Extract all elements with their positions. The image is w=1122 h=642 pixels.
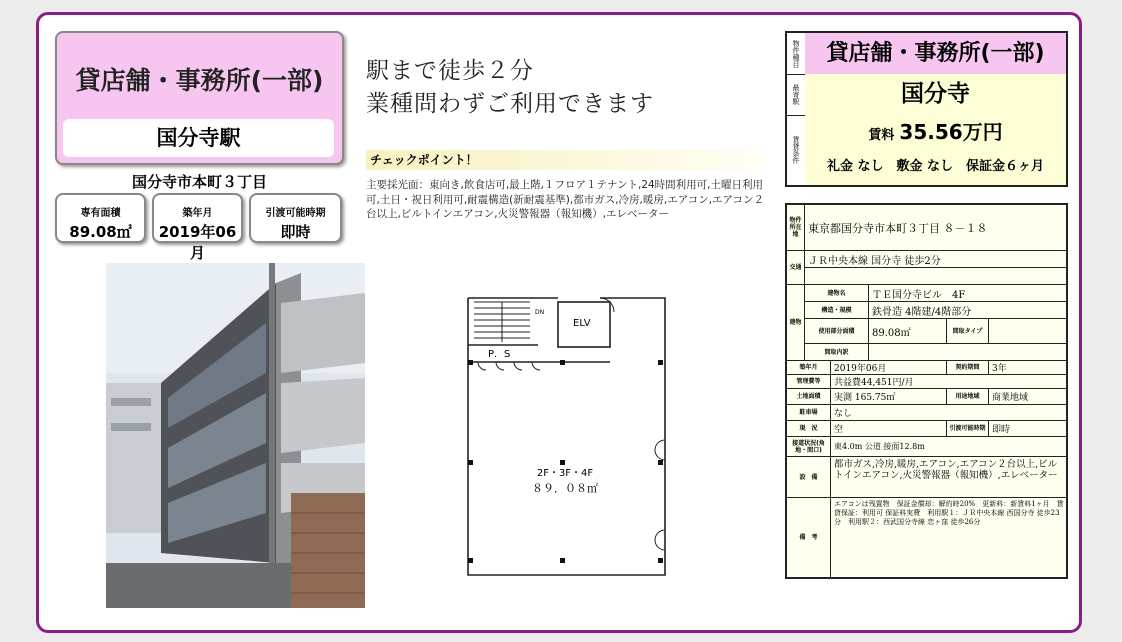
layout-value — [869, 344, 1066, 361]
spec-label: 専有面積 — [80, 208, 121, 219]
equip-value: 都市ガス,冷房,暖房,エアコン,エアコン２台以上,ビルトインエアコン,火災警報器（報知機）,エレベーター — [831, 457, 1066, 498]
summary-deposit: 礼金 なし 敷金 なし 保証金６ヶ月 — [805, 149, 1066, 185]
summary-type-label: 物件種目 — [787, 33, 806, 75]
remarks-label: 備 考 — [787, 498, 831, 577]
spec-area — [55, 193, 146, 243]
term-label: 契約期間 — [947, 361, 989, 375]
equip-label: 設 備 — [787, 457, 831, 498]
property-type-card — [55, 31, 344, 165]
parking-label: 駐車場 — [787, 405, 831, 421]
transport-value: ＪＲ中央本線 国分寺 徒歩2分 — [805, 251, 1066, 268]
plan-ps-label: P．S — [488, 349, 511, 360]
catch-line-1: 駅まで徒歩２分 — [366, 58, 534, 84]
floor-plan — [460, 290, 690, 590]
road-value: 東4.0m 公道 接面12.8m — [831, 437, 1066, 457]
summary-station: 国分寺 — [805, 74, 1066, 116]
location-value: 東京都国分寺市本町３丁目 ８－１８ — [805, 205, 1066, 251]
mgmt-value: 共益費44,451円/月 — [831, 375, 1066, 389]
area-label: 使用部分面積 — [805, 319, 869, 344]
structure-value: 鉄骨造 4階建/4階部分 — [869, 302, 1066, 319]
spec-label: 築年月 — [182, 208, 213, 219]
parking-value: なし — [831, 405, 1066, 421]
plan-floors: 2F・3F・4F — [536, 468, 594, 479]
spec-value: 89.08㎡ — [69, 223, 132, 241]
catch-line-2: 業種問わずご利用できます — [366, 91, 654, 117]
handover-label: 引渡可能時期 — [947, 421, 989, 437]
checkpoint-text: 主要採光面：東向き,飲食店可,最上階,１フロア１テナント,24時間利用可,土曜日利用可,土日・祝日利用可,耐震構造(新耐震基準),都市ガス,冷房,暖房,エアコン,エアコン２台以上,ビルトインエアコン,火災警報器（報知機）,エレベーター — [366, 179, 765, 220]
mgmt-label: 管理費等 — [787, 375, 831, 389]
status-label: 現 況 — [787, 421, 831, 437]
status-value: 空 — [831, 421, 947, 437]
summary-rent — [805, 115, 1066, 150]
spec-value: 2019年06月 — [158, 223, 237, 262]
area-value: 89.08㎡ — [869, 319, 947, 344]
layout-type-label: 間取タイプ — [947, 319, 989, 344]
plan-elv-label: ELV — [573, 318, 591, 329]
land-value: 実測 165.75㎡ — [831, 389, 947, 405]
handover-value: 即時 — [989, 421, 1066, 437]
zoning-label: 用途地域 — [947, 389, 989, 405]
spec-handover — [249, 193, 342, 243]
structure-label: 構造・規模 — [805, 302, 869, 319]
address: 国分寺市本町３丁目 — [131, 173, 267, 191]
zoning-value: 商業地域 — [989, 389, 1066, 405]
location-label: 物件所在地 — [787, 205, 805, 251]
building-label: 建物 — [787, 285, 805, 361]
building-photo — [106, 263, 365, 608]
spec-built — [152, 193, 243, 262]
building-name-value: ＴＥ国分寺ビル 4F — [869, 285, 1066, 302]
rent-value: 35.56万円 — [899, 120, 1003, 144]
land-label: 土地面積 — [787, 389, 831, 405]
transport-empty — [805, 268, 1066, 285]
checkpoint-title: チェックポイント！ — [366, 150, 761, 170]
spec-label: 引渡可能時期 — [265, 208, 326, 219]
summary-cond-label: 賃貸条件 — [787, 115, 806, 185]
rent-prefix: 賃料 — [868, 128, 895, 143]
layout-type-value — [989, 319, 1066, 344]
plan-dn-label: DN — [535, 309, 545, 316]
summary-table — [785, 31, 1068, 187]
property-type-title: 貸店舗・事務所(一部) — [75, 66, 324, 95]
catchcopy — [366, 55, 654, 121]
remarks-value: エアコンは残置物 保証金償却：解約時20% 更新料：新賃料1ヶ月 賃貸保証：利用可 保証料実費 利用駅１：ＪＲ中央本線 西国分寺 徒歩23分 利用駅２：西武国分寺線 恋ヶ窪 徒歩26分 — [834, 500, 1064, 526]
plan-area: ８９．０８㎡ — [532, 482, 598, 495]
transport-label: 交通 — [787, 251, 805, 285]
term-value: 3年 — [989, 361, 1066, 375]
built-label: 築年月 — [787, 361, 831, 375]
station-name: 国分寺駅 — [63, 119, 334, 157]
built-value: 2019年06月 — [831, 361, 947, 375]
summary-type: 貸店舗・事務所(一部) — [805, 33, 1066, 75]
road-label: 接道状況(角地・間口) — [787, 437, 831, 457]
layout-label: 間取内訳 — [805, 344, 869, 361]
summary-station-label: 最寄駅 — [787, 74, 806, 116]
building-name-label: 建物名 — [805, 285, 869, 302]
spec-value: 即時 — [280, 223, 311, 241]
detail-table — [785, 203, 1068, 579]
